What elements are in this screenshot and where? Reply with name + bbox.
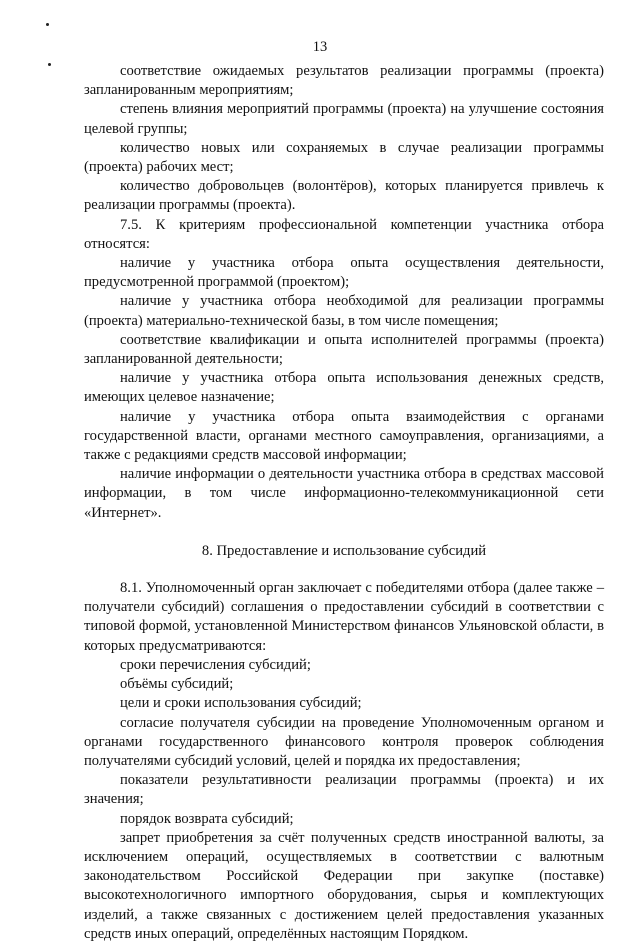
paragraph: объёмы субсидий; [120,676,234,693]
section-heading: 8. Предоставление и использование субсидий [201,542,487,559]
scan-mark [48,63,51,66]
paragraph: сроки перечисления субсидий; [120,656,311,673]
paragraph: 8.1. Уполномоченный орган заключает с победителями отбора (далее также – получатели субсидий) соглашения о предоставлении субсидий в соответствии с типовой формой, установленной Министерством финансов Ульяновской области, в которых предусматриваются: [84,580,604,654]
paragraph: наличие у участника отбора необходимой для реализации программы (проекта) материально-технической базы, в том числе помещения; [84,293,604,329]
scan-mark [46,23,49,26]
paragraph: соответствие ожидаемых результатов реализации программы (проекта) запланированным мероприятиям; [84,63,604,99]
document-body [84,62,604,944]
paragraph: наличие информации о деятельности участника отбора в средствах массовой информации, в том числе информационно-телекоммуникационной сети «Интернет». [84,466,604,521]
paragraph: запрет приобретения за счёт полученных средств иностранной валюты, за исключением операций, осуществляемых в соответствии с валютным законодательством Российской Федерации при закупке (поставке) высокотехнологичного импортного оборудования, сырья и комплектующих изделий, а также связанных с достижением целей предоставления указанных средств иных операций, определённых настоящим Порядком. [84,829,604,942]
page-number: 13 [312,39,328,55]
paragraph: количество новых или сохраняемых в случае реализации программы (проекта) рабочих мест; [84,139,604,176]
paragraph: цели и сроки использования субсидий; [120,695,362,712]
paragraph: наличие у участника отбора опыта использования денежных средств, имеющих целевое назначение; [84,370,604,406]
paragraph: показатели результативности реализации программы (проекта) и их значения; [84,772,604,808]
paragraph: наличие у участника отбора опыта осуществления деятельности, предусмотренной программой (проектом); [84,255,604,291]
paragraph: наличие у участника отбора опыта взаимодействия с органами государственной власти, органами местного самоуправления, организациями, а также с редакциями средств массовой информации; [84,408,604,464]
paragraph: количество добровольцев (волонтёров), которых планируется привлечь к реализации программы (проекта). [84,178,604,214]
paragraph: порядок возврата субсидий; [120,810,294,827]
paragraph: соответствие квалификации и опыта исполнителей программы (проекта) запланированной деятельности; [84,331,604,368]
paragraph: 7.5. К критериям профессиональной компетенции участника отбора относятся: [84,216,604,252]
paragraph: степень влияния мероприятий программы (проекта) на улучшение состояния целевой группы; [84,101,604,137]
paragraph: согласие получателя субсидии на проведение Уполномоченным органом и органами государственного финансового контроля проверок соблюдения получателями субсидий условий, целей и порядка их предоставления; [84,714,604,769]
